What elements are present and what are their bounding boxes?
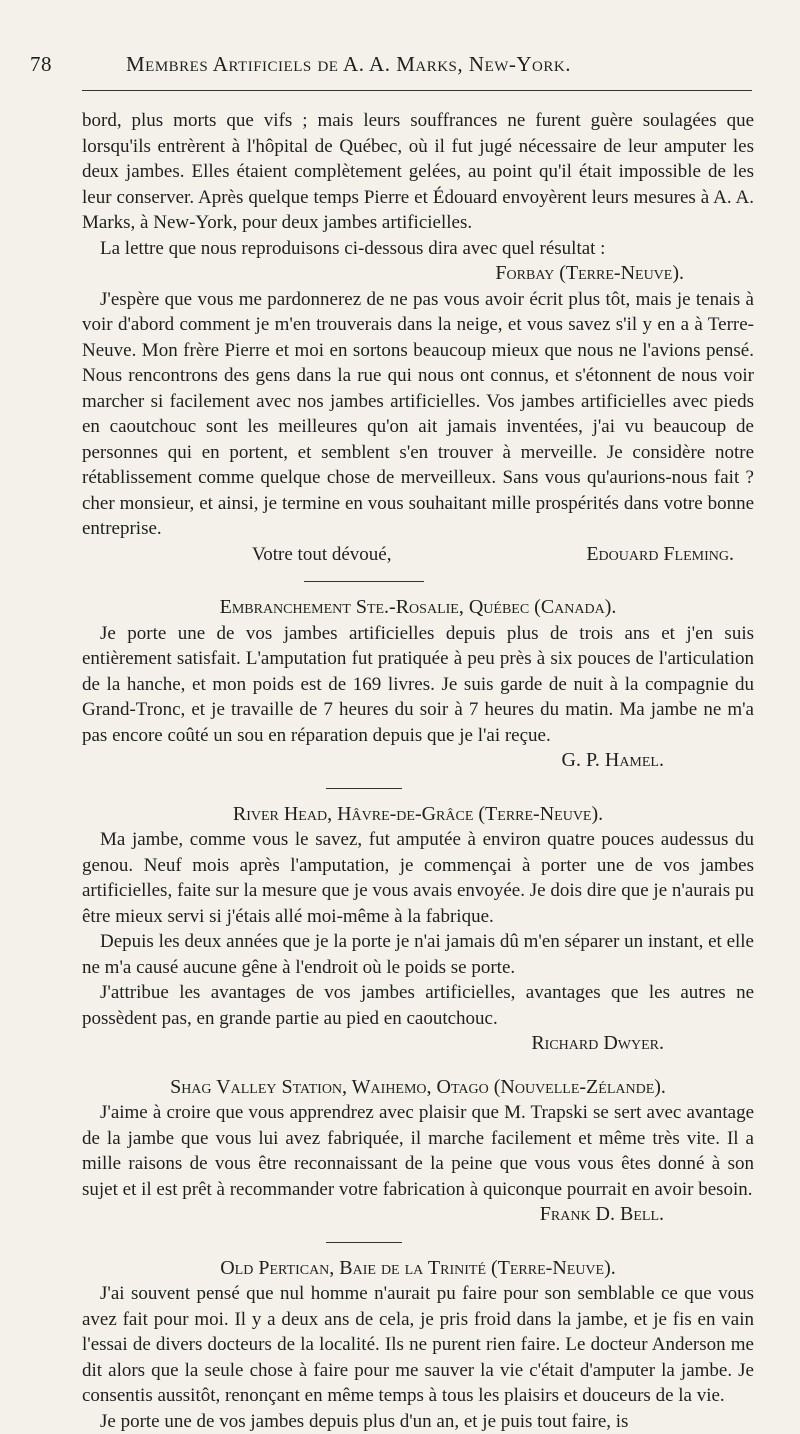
signature-hamel: G. P. Hamel. xyxy=(82,748,754,774)
letter-place-river-head: River Head, Hâvre-de-Grâce (Terre-Neuve). xyxy=(82,802,754,828)
signature-dwyer: Richard Dwyer. xyxy=(82,1031,754,1057)
letter-body-fleming: J'espère que vous me pardonnerez de ne pas vous avoir écrit plus tôt, mais je tenais à voir d'abord comment je m'en trouverais dans la neige, et vous savez s'il y en a à Terre-Neuve. Mon frère Pierre et moi en sortons beaucoup mieux que nous ne l'avions pensé. Nous rencontrons des gens dans la rue qui nous ont connus, et s'étonnent de nous voir marcher si facilement avec nos jambes artificielles. Vos jambes artificielles avec pieds en caoutchouc sont les meilleures qu'on ait jamais inventées, j'ai vu beaucoup de personnes qui en portent, et semblent s'en trouver à merveille. Je considère notre rétablissement comme quelque chose de merveilleux. Sans vous qu'aurions-nous fait ? cher monsieur, et ainsi, je termine en vous souhaitant mille prospérités dans votre bonne entreprise. xyxy=(82,287,754,542)
letter-body-dwyer-2: Depuis les deux années que je la porte je n'ai jamais dû m'en séparer un instant, et elle ne m'a causé aucune gêne à l'endroit où le poids se porte. xyxy=(82,929,754,980)
letter-body-pertican-1: J'ai souvent pensé que nul homme n'aurait pu faire pour son semblable ce que vous avez fait pour moi. Il y a deux ans de cela, je pris froid dans la jambe, et je fis en vain l'essai de divers docteurs de la localité. Ils ne purent rien faire. Le docteur Anderson me dit alors que la seule chose à faire pour me sauver la vie c'était d'amputer la jambe. Je consentis aussitôt, renonçant en même temps à tous les plaisirs et douceurs de la vie. xyxy=(82,1281,754,1409)
separator-rule xyxy=(82,1228,754,1256)
signature-fleming: Edouard Fleming. xyxy=(586,542,734,568)
letter-place-forbay: Forbay (Terre-Neuve). xyxy=(82,261,754,287)
signature-bell: Frank D. Bell. xyxy=(82,1202,754,1228)
separator-rule xyxy=(82,567,754,595)
running-title: Membres Artificiels de A. A. Marks, New-York. xyxy=(126,52,571,77)
intro-paragraph: bord, plus morts que vifs ; mais leurs souffrances ne furent guère soulagées que lorsqu'ils entrèrent à l'hôpital de Québec, où il fut jugé nécessaire de leur amputer les deux jambes. Elles étaient complètement gelées, au point qu'il était impossible de les leur conserver. Après quelque temps Pierre et Édouard envoyèrent leurs mesures à A. A. Marks, à New-York, pour deux jambes artificielles. xyxy=(82,108,754,236)
closing-phrase: Votre tout dévoué, xyxy=(252,542,392,568)
page-number: 78 xyxy=(30,52,52,77)
letter-body-bell: J'aime à croire que vous apprendrez avec plaisir que M. Trapski se sert avec avantage de la jambe que vous lui avez fabriquée, il marche facilement et même très vite. Il a mille raisons de vous être reconnaissant de la peine que vous vous êtes donné à son sujet et il est prêt à recommander votre fabrication à quiconque pourrait en avoir besoin. xyxy=(82,1100,754,1202)
separator-rule xyxy=(82,774,754,802)
spacer xyxy=(82,1057,754,1075)
letter-closing-fleming xyxy=(82,542,754,568)
header-rule xyxy=(82,90,752,91)
letter-body-pertican-2: Je porte une de vos jambes depuis plus d'un an, et je puis tout faire, is xyxy=(82,1409,754,1434)
letter-body-dwyer-1: Ma jambe, comme vous le savez, fut amputée à environ quatre pouces audessus du genou. Neuf mois après l'amputation, je commençai à porter une de vos jambes artificielles, faite sur la mesure que je vous avais envoyée. Je dois dire que je n'aurais pu être mieux servi si j'étais allé moi-même à la fabrique. xyxy=(82,827,754,929)
letter-place-old-pertican: Old Pertican, Baie de la Trinité (Terre-Neuve). xyxy=(82,1256,754,1282)
letter-body-hamel: Je porte une de vos jambes artificielles depuis plus de trois ans et j'en suis entièrement satisfait. L'amputation fut pratiquée à peu près à six pouces de l'articulation de la hanche, et mon poids est de 169 livres. Je suis garde de nuit à la compagnie du Grand-Tronc, et je travaille de 7 heures du soir à 7 heures du matin. Ma jambe ne m'a pas encore coûté un sou en réparation depuis que je l'ai reçue. xyxy=(82,621,754,749)
page-body xyxy=(82,108,754,1434)
letter-place-ste-rosalie: Embranchement Ste.-Rosalie, Québec (Canada). xyxy=(82,595,754,621)
letter-body-dwyer-3: J'attribue les avantages de vos jambes artificielles, avantages que les autres ne possèdent pas, en grande partie au pied en caoutchouc. xyxy=(82,980,754,1031)
letter-place-shag-valley: Shag Valley Station, Waihemo, Otago (Nouvelle-Zélande). xyxy=(82,1075,754,1101)
intro-lead-paragraph: La lettre que nous reproduisons ci-dessous dira avec quel résultat : xyxy=(82,236,754,262)
